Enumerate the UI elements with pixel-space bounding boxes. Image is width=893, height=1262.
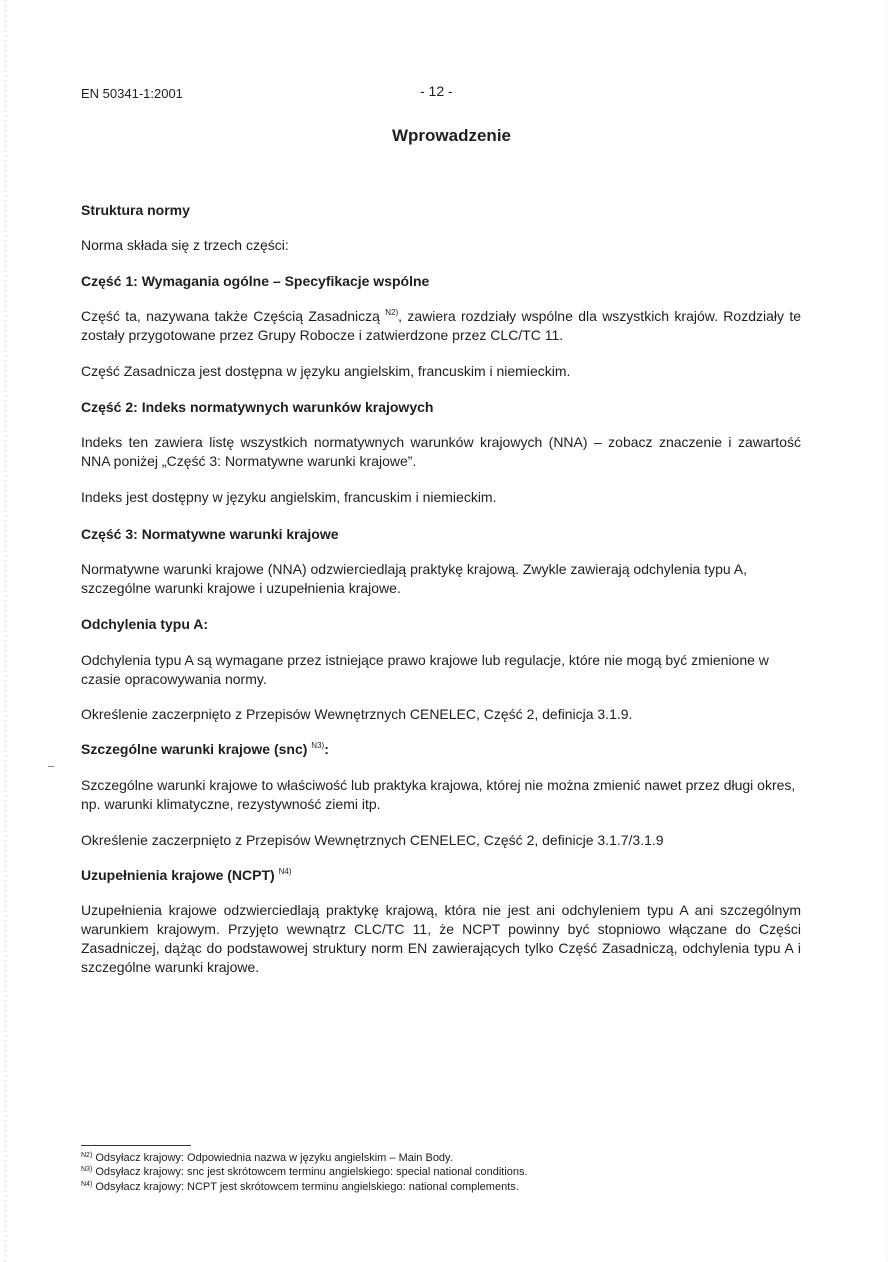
footnote-marker: N3) (81, 1166, 93, 1173)
scan-edge-right (886, 0, 889, 1262)
type-a-paragraph-2: Określenie zaczerpnięto z Przepisów Wewnętrznych CENELEC, Część 2, definicja 3.1.9. (81, 706, 633, 722)
part1-heading: Część 1: Wymagania ogólne – Specyfikacje wspólne (81, 273, 430, 289)
structure-heading: Struktura normy (81, 202, 190, 218)
footnote-n4 (81, 1181, 519, 1193)
snc-paragraph-1: Szczególne warunki krajowe to właściwość lub praktyka krajowa, której nie można zmienić nawet przez długi okres, np. warunki klimatyczne, rezystywność ziemi itp. (81, 777, 796, 812)
structure-intro: Norma składa się z trzech części: (81, 237, 289, 253)
footnote-ref-n4: N4) (278, 867, 292, 876)
document-id: EN 50341-1:2001 (81, 86, 183, 101)
page-title: Wprowadzenie (391, 126, 511, 145)
ncpt-paragraph-1: Uzupełnienia krajowe odzwierciedlają praktykę krajową, która nie jest ani odchyleniem typu A ani szczególnym warunkiem krajowym. Przyjęto wewnątrz CLC/TC 11, że NCPT powinny być stopniowo włączane do Części Zasadniczej, dążąc do podstawowej struktury norm EN zawierających tylko Część Zasadniczą, odchylenia typu A i szczególne warunki krajowe. (81, 902, 801, 975)
ncpt-heading (81, 867, 291, 883)
footnote-text: Odsyłacz krajowy: Odpowiednia nazwa w języku angielskim – Main Body. (92, 1152, 453, 1164)
snc-paragraph-2: Określenie zaczerpnięto z Przepisów Wewnętrznych CENELEC, Część 2, definicje 3.1.7/3.1.9 (81, 832, 664, 848)
footnote-marker: N2) (81, 1152, 93, 1159)
scan-edge-left (4, 0, 7, 1262)
footnote-text: Odsyłacz krajowy: snc jest skrótowcem terminu angielskiego: special national conditions. (92, 1166, 528, 1178)
part1-paragraph-1 (81, 307, 801, 345)
part3-paragraph-1: Normatywne warunki krajowe (NNA) odzwierciedlają praktykę krajową. Zwykle zawierają odchylenia typu A, szczególne warunki krajowe i uzupełnienia krajowe. (81, 561, 748, 596)
type-a-heading: Odchylenia typu A: (81, 616, 209, 632)
part3-heading: Część 3: Normatywne warunki krajowe (81, 526, 339, 542)
part1-paragraph-2: Część Zasadnicza jest dostępna w języku angielskim, francuskim i niemieckim. (81, 363, 571, 379)
part2-paragraph-1: Indeks ten zawiera listę wszystkich normatywnych warunków krajowych (NNA) – zobacz znaczenie i zawartość NNA poniżej „Część 3: Normatywne warunki krajowe”. (81, 434, 801, 469)
snc-heading-colon: : (324, 741, 329, 757)
part2-heading: Część 2: Indeks normatywnych warunków krajowych (81, 399, 434, 415)
footnote-ref-n3: N3) (311, 741, 325, 750)
footnote-ref-n2: N2) (385, 308, 399, 317)
footnote-n3 (81, 1166, 528, 1178)
type-a-paragraph-1: Odchylenia typu A są wymagane przez istniejące prawo krajowe lub regulacje, które nie mogą być zmienione w czasie opracowywania normy. (81, 652, 769, 687)
footnote-text: Odsyłacz krajowy: NCPT jest skrótowcem terminu angielskiego: national complements. (92, 1181, 519, 1193)
snc-heading-text: Szczególne warunki krajowe (snc) (81, 741, 312, 757)
footnote-n2 (81, 1152, 453, 1164)
footnote-marker: N4) (81, 1181, 93, 1188)
part1-paragraph-1-text-a: Część ta, nazywana także Częścią Zasadniczą (81, 308, 386, 324)
part2-paragraph-2: Indeks jest dostępny w języku angielskim, francuskim i niemieckim. (81, 489, 497, 505)
scan-mark (48, 766, 54, 767)
footnote-separator (81, 1145, 191, 1146)
part1-paragraph-1-text-b: , zawiera rozdziały wspólne dla wszystkich krajów. Rozdziały te zostały przygotowane przez Grupy Robocze i zatwierdzone przez CLC/TC 11. (81, 308, 801, 343)
page-number: - 12 - (420, 83, 453, 99)
snc-heading (81, 741, 329, 757)
ncpt-heading-text: Uzupełnienia krajowe (NCPT) (81, 867, 279, 883)
